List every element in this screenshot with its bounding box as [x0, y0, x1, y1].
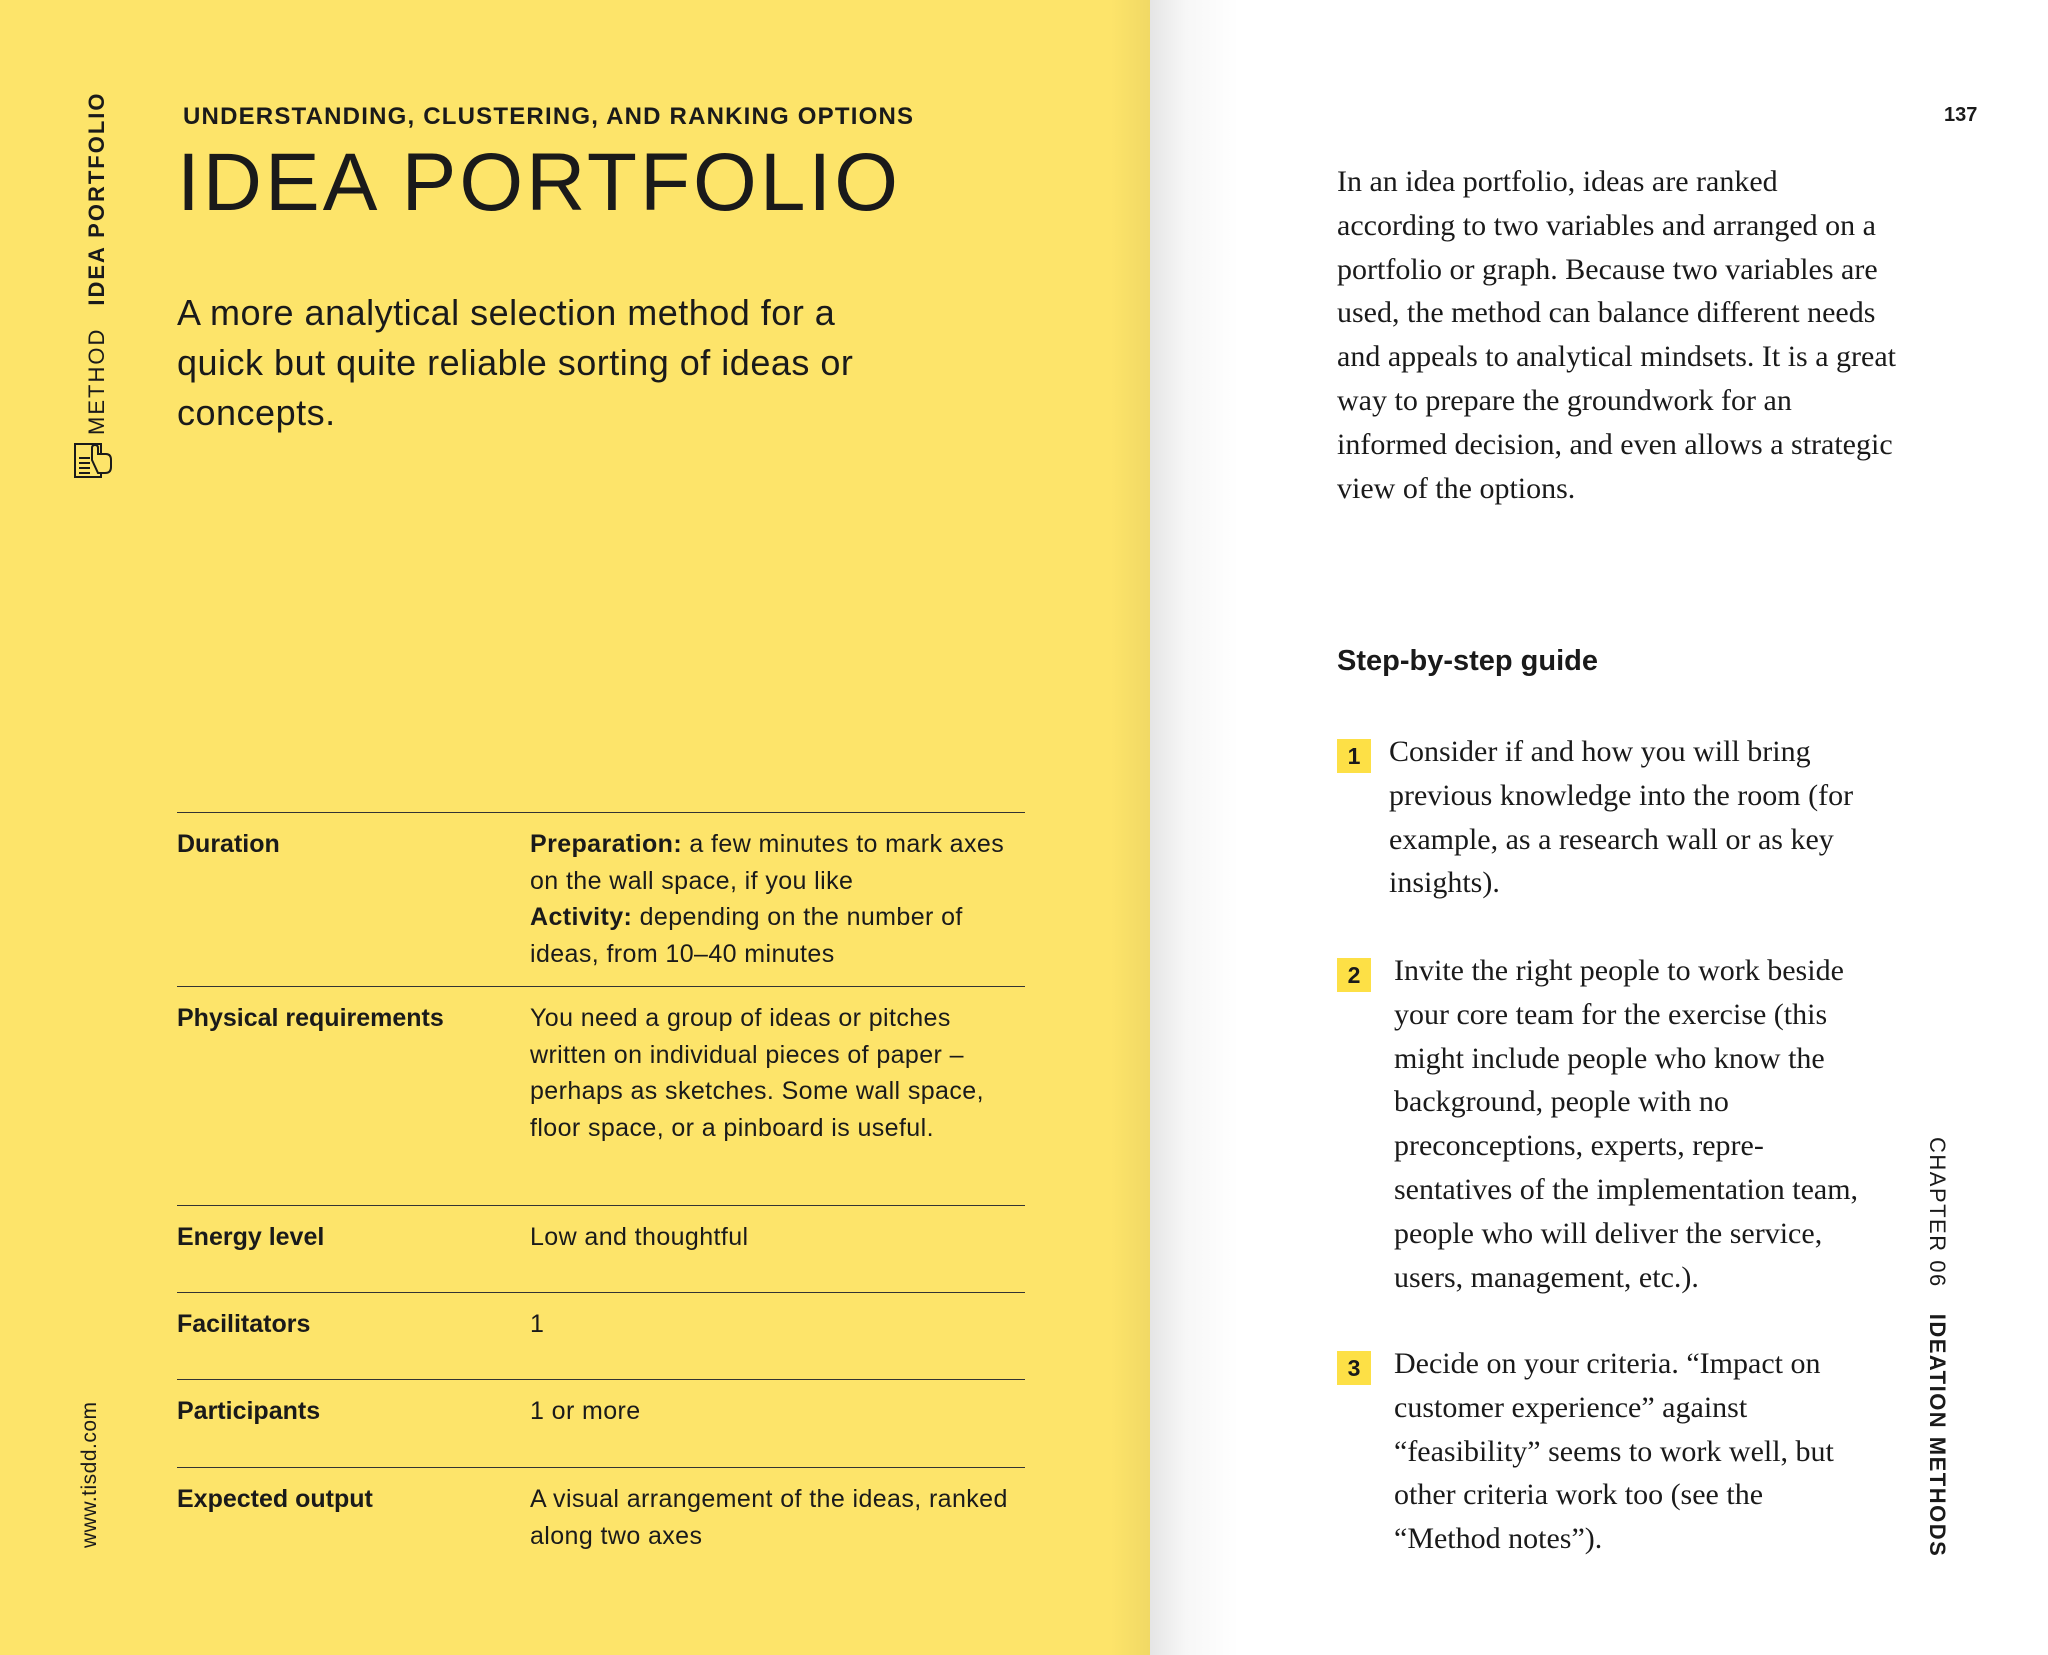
table-row: [177, 986, 1025, 1205]
table-row: [177, 1205, 1025, 1292]
preparation-label: Preparation:: [530, 830, 683, 858]
activity-label: Activity:: [530, 903, 633, 931]
table-row: [177, 1379, 1025, 1467]
row-value: A visual arrangement of the ideas, ranked along two axes: [530, 1485, 1008, 1550]
side-label-method: METHOD: [84, 327, 109, 435]
step-text: Invite the right people to work beside your core team for the exercise (this might include people who know the background, people with no preconceptions, experts, representatives of the implementation team, people who will deliver the service, users, management, etc.).: [1394, 954, 1859, 1294]
step-item: [1337, 949, 1869, 1299]
step-item: [1337, 730, 1879, 905]
side-label: [84, 91, 110, 435]
table-row: [177, 812, 1025, 986]
row-label: Expected output: [177, 1485, 373, 1513]
method-icon: [72, 440, 114, 482]
page-number: 137: [1944, 104, 1978, 126]
step-text: Consider if and how you will bring previous knowledge into the room (for example, as a research wall or as key insights).: [1389, 735, 1854, 900]
row-value: 1 or more: [530, 1397, 641, 1425]
row-value: Low and thoughtful: [530, 1223, 749, 1251]
step-number-badge: 2: [1337, 958, 1371, 992]
side-url: www.tisdd.com: [78, 1401, 101, 1548]
step-number-badge: 3: [1337, 1351, 1371, 1385]
step-number-badge: 1: [1337, 739, 1371, 773]
table-row: [177, 1467, 1025, 1567]
row-value: [530, 826, 1025, 986]
info-table: [177, 812, 1025, 1567]
table-row: [177, 1292, 1025, 1379]
page-title: IDEA PORTFOLIO: [177, 137, 901, 228]
chapter-side-label: [1924, 1137, 1950, 1557]
row-label: Participants: [177, 1397, 321, 1425]
row-value: You need a group of ideas or pitches written on individual pieces of paper – perhaps as sketches. Some wall space, floor space, or a pinboard is useful.: [530, 1004, 984, 1142]
preparation-text: a few minutes to mark axes on the wall space, if you like: [530, 830, 1005, 895]
chapter-number: CHAPTER 06: [1925, 1137, 1950, 1288]
section-kicker: UNDERSTANDING, CLUSTERING, AND RANKING OPTIONS: [183, 103, 915, 130]
row-label: Energy level: [177, 1223, 325, 1251]
row-label: Duration: [177, 830, 280, 858]
step-text: Decide on your criteria. “Impact on customer experience” against “feasibility” seems to work well, but other criteria work too (see the “Method notes”).: [1394, 1347, 1834, 1556]
step-item: [1337, 1342, 1864, 1561]
side-label-title: IDEA PORTFOLIO: [84, 91, 109, 306]
guide-heading: Step-by-step guide: [1337, 645, 1599, 677]
row-label: Physical requirements: [177, 1004, 444, 1032]
row-value: 1: [530, 1310, 545, 1338]
lead-paragraph: A more analytical selection method for a quick but quite reliable sorting of ideas or concepts.: [177, 292, 854, 433]
intro-paragraph: In an idea portfolio, ideas are ranked according to two variables and arranged on a portfolio or graph. Because two variables are used, the method can balance different needs and appeals to analytical mindsets. It is a great way to prepare the groundwork for an informed decision, and even allows a strategic view of the options.: [1337, 165, 1896, 505]
row-label: Facilitators: [177, 1310, 311, 1338]
activity-text: depending on the number of ideas, from 10–40 minutes: [530, 903, 963, 968]
chapter-title: IDEATION METHODS: [1925, 1313, 1950, 1558]
